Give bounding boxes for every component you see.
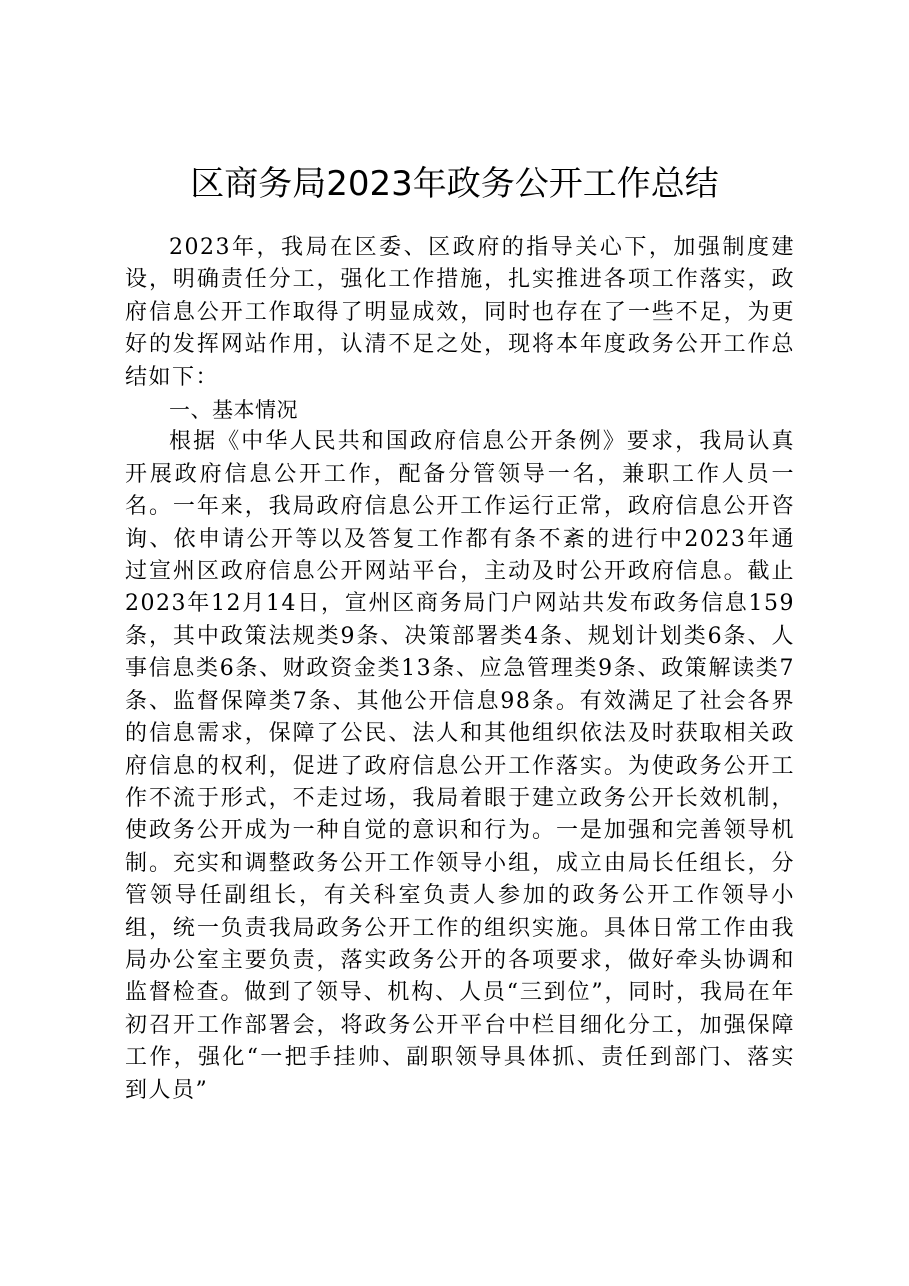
section-heading-basic-situation: 一、基本情况 — [169, 398, 298, 423]
intro-paragraph: 2023年，我局在区委、区政府的指导关心下，加强制度建设，明确责任分工，强化工作措施，扎实推进各项工作落实，政府信息公开工作取得了明显成效，同时也存在了一些不足，为更好的发挥网站作用，认清不足之处，现将本年度政务公开工作总结如下： — [125, 235, 795, 390]
document-title: 区商务局2023年政务公开工作总结 — [190, 164, 719, 204]
document-body — [125, 232, 795, 1107]
section-basic-situation-paragraph: 根据《中华人民共和国政府信息公开条例》要求，我局认真开展政府信息公开工作，配备分管领导一名，兼职工作人员一名。一年来，我局政府信息公开工作运行正常，政府信息公开咨询、依申请公开等以及答复工作都有条不紊的进行中2023年通过宣州区政府信息公开网站平台，主动及时公开政府信息。截止2023年12月14日，宣州区商务局门户网站共发布政务信息159条，其中政策法规类9条、决策部署类4条、规划计划类6条、人事信息类6条、财政资金类13条、应急管理类9条、政策解读类7条、监督保障类7条、其他公开信息98条。有效满足了社会各界的信息需求，保障了公民、法人和其他组织依法及时获取相关政府信息的权利，促进了政府信息公开工作落实。为使政务公开工作不流于形式，不走过场，我局着眼于建立政务公开长效机制，使政务公开成为一种自觉的意识和行为。一是加强和完善领导机制。充实和调整政务公开工作领导小组，成立由局长任组长，分管领导任副组长，有关科室负责人参加的政务公开工作领导小组，统一负责我局政务公开工作的组织实施。具体日常工作由我局办公室主要负责，落实政务公开的各项要求，做好牵头协调和监督检查。做到了领导、机构、人员“三到位”，同时，我局在年初召开工作部署会，将政务公开平台中栏目细化分工，加强保障工作，强化“一把手挂帅、副职领导具体抓、责任到部门、落实到人员” — [125, 429, 795, 1103]
